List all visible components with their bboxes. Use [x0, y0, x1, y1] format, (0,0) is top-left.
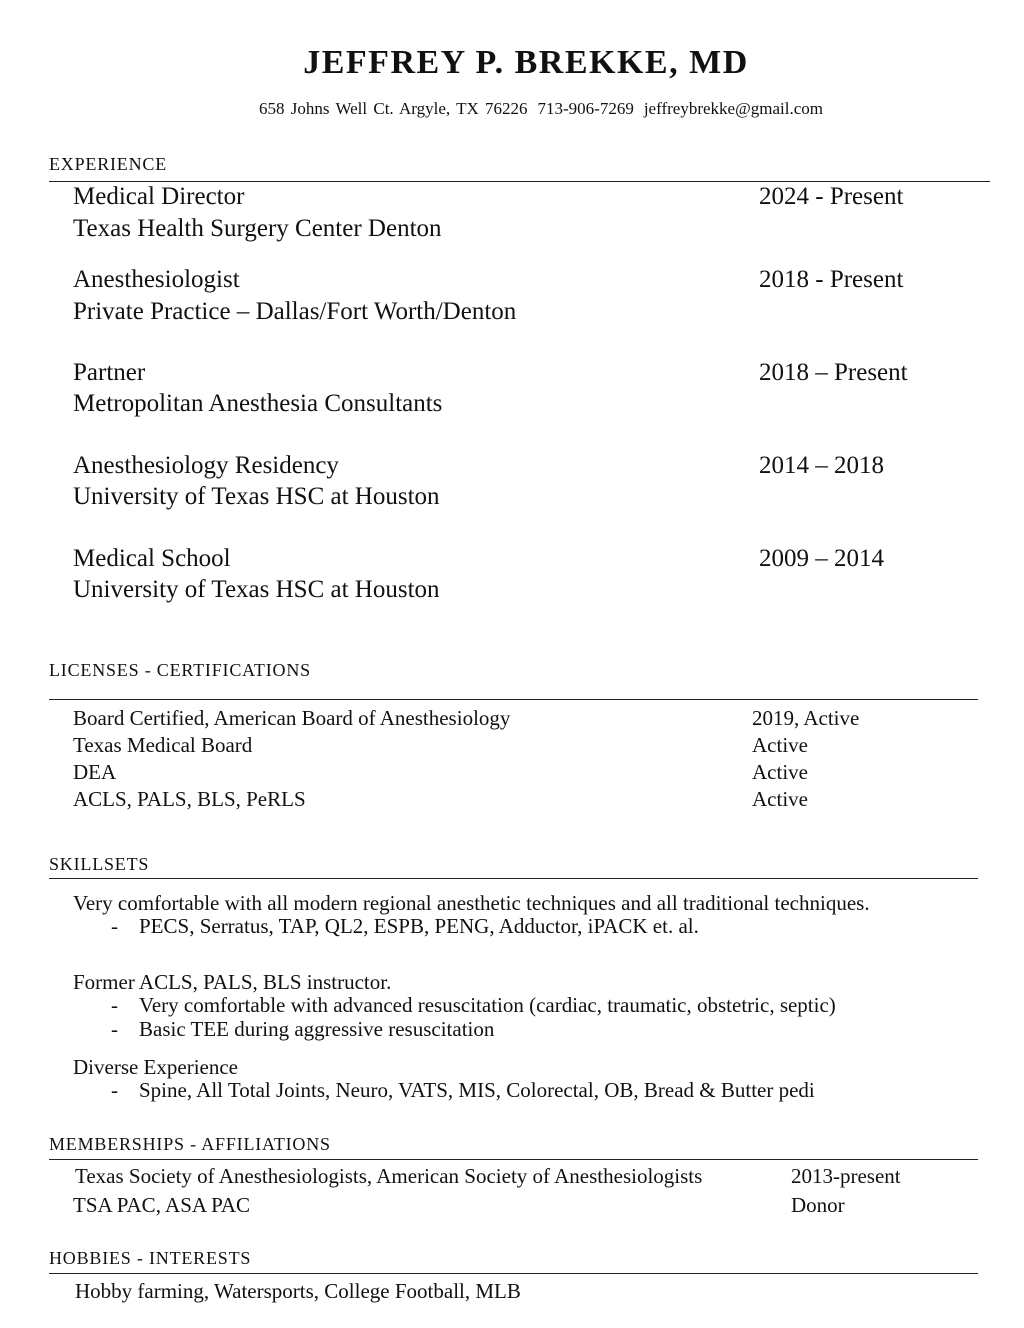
license-name: Board Certified, American Board of Anesthesiology: [73, 706, 511, 730]
memberships-rule: [49, 1159, 978, 1160]
experience-dates: 2009 – 2014: [759, 545, 884, 572]
skill-bullet-text: Very comfortable with advanced resuscitation (cardiac, traumatic, obstetric, septic): [139, 993, 836, 1017]
bullet-dash: -: [111, 914, 118, 938]
experience-org: Private Practice – Dallas/Fort Worth/Denton: [73, 298, 517, 325]
skill-group-text: Diverse Experience: [73, 1055, 238, 1079]
license-name: ACLS, PALS, BLS, PeRLS: [73, 787, 306, 811]
experience-title: Medical Director: [73, 183, 245, 210]
experience-title: Medical School: [73, 545, 231, 572]
license-status: Active: [752, 760, 808, 784]
skill-bullet-text: Spine, All Total Joints, Neuro, VATS, MIS, Colorectal, OB, Bread & Butter pedi: [139, 1078, 815, 1102]
experience-org: University of Texas HSC at Houston: [73, 576, 440, 603]
skill-bullet-text: Basic TEE during aggressive resuscitation: [139, 1017, 495, 1041]
license-status: Active: [752, 733, 808, 757]
skill-bullet: [111, 914, 699, 939]
license-name: Texas Medical Board: [73, 733, 253, 757]
experience-rule: [49, 181, 990, 182]
license-name: DEA: [73, 760, 117, 784]
hobbies-text: Hobby farming, Watersports, College Football, MLB: [75, 1279, 521, 1303]
resume-name: JEFFREY P. BREKKE, MD: [303, 44, 749, 81]
experience-org: University of Texas HSC at Houston: [73, 483, 440, 510]
bullet-dash: -: [111, 1017, 118, 1041]
skills-heading: SKILLSETS: [49, 854, 150, 874]
skill-bullet: [111, 1017, 494, 1042]
skill-bullet-text: PECS, Serratus, TAP, QL2, ESPB, PENG, Adductor, iPACK et. al.: [139, 914, 699, 938]
email[interactable]: jeffreybrekke@gmail.com: [643, 99, 823, 118]
bullet-dash: -: [111, 1078, 118, 1102]
experience-dates: 2014 – 2018: [759, 452, 884, 479]
experience-dates: 2024 - Present: [759, 183, 904, 210]
membership-name: Texas Society of Anesthesiologists, American Society of Anesthesiologists: [75, 1164, 703, 1188]
phone: 713-906-7269: [537, 99, 634, 118]
memberships-heading: MEMBERSHIPS - AFFILIATIONS: [49, 1134, 331, 1154]
licenses-rule: [49, 699, 978, 700]
experience-org: Texas Health Surgery Center Denton: [73, 215, 442, 242]
contact-line: [0, 99, 1024, 119]
experience-dates: 2018 - Present: [759, 266, 904, 293]
skill-bullet: [111, 1078, 815, 1103]
licenses-heading: LICENSES - CERTIFICATIONS: [49, 660, 311, 680]
address: 658 Johns Well Ct. Argyle, TX 76226: [259, 99, 528, 118]
license-status: Active: [752, 787, 808, 811]
membership-status: 2013-present: [791, 1164, 901, 1188]
experience-org: Metropolitan Anesthesia Consultants: [73, 390, 443, 417]
experience-title: Anesthesiology Residency: [73, 452, 339, 479]
membership-name: TSA PAC, ASA PAC: [73, 1193, 251, 1217]
skill-group-text: Very comfortable with all modern regional anesthetic techniques and all traditional techniques.: [73, 891, 870, 915]
experience-title: Partner: [73, 359, 146, 386]
bullet-dash: -: [111, 993, 118, 1017]
experience-title: Anesthesiologist: [73, 266, 240, 293]
skill-group-text: Former ACLS, PALS, BLS instructor.: [73, 970, 392, 994]
experience-heading: EXPERIENCE: [49, 154, 167, 174]
hobbies-rule: [49, 1273, 978, 1274]
hobbies-heading: HOBBIES - INTERESTS: [49, 1248, 252, 1268]
experience-dates: 2018 – Present: [759, 359, 908, 386]
license-status: 2019, Active: [752, 706, 860, 730]
skill-bullet: [111, 993, 836, 1018]
membership-status: Donor: [791, 1193, 845, 1217]
skills-rule: [49, 878, 978, 879]
